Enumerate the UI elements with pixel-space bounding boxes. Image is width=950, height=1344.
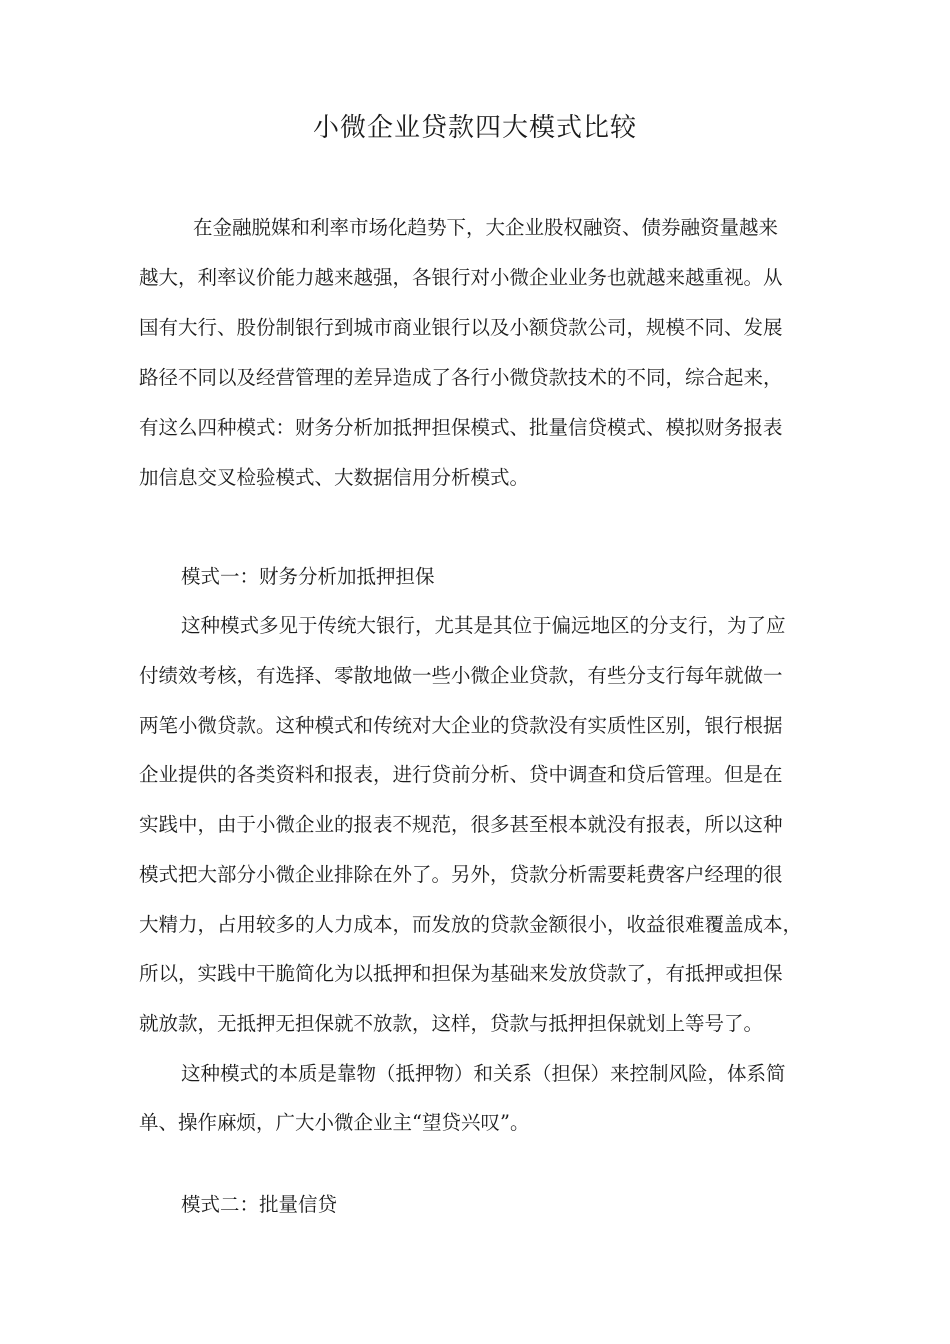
paragraph-line: 这种模式多见于传统大银行，尤其是其位于偏远地区的分支行，为了应: [181, 614, 786, 637]
paragraph-line: 企业提供的各类资料和报表，进行贷前分析、贷中调查和贷后管理。但是在: [139, 763, 783, 786]
paragraph-line: 两笔小微贷款。这种模式和传统对大企业的贷款没有实质性区别，银行根据: [139, 714, 783, 737]
paragraph-line: 大精力，占用较多的人力成本，而发放的贷款金额很小，收益很难覆盖成本，: [139, 913, 803, 936]
intro-line: 国有大行、股份制银行到城市商业银行以及小额贷款公司，规模不同、发展: [139, 316, 783, 339]
paragraph-line: 单、操作麻烦，广大小微企业主“望贷兴叹”。: [139, 1111, 530, 1134]
intro-line: 路径不同以及经营管理的差异造成了各行小微贷款技术的不同，综合起来，: [139, 366, 783, 389]
section-heading: 模式二：批量信贷: [181, 1193, 338, 1216]
paragraph-line: 实践中，由于小微企业的报表不规范，很多甚至根本就没有报表，所以这种: [139, 813, 783, 836]
paragraph-line: 模式把大部分小微企业排除在外了。另外，贷款分析需要耗费客户经理的很: [139, 863, 783, 886]
paragraph-line: 就放款，无抵押无担保就不放款，这样，贷款与抵押担保就划上等号了。: [139, 1012, 764, 1035]
paragraph-line: 付绩效考核，有选择、零散地做一些小微企业贷款，有些分支行每年就做一: [139, 664, 783, 687]
intro-line: 加信息交叉检验模式、大数据信用分析模式。: [139, 466, 530, 489]
intro-line: 在金融脱媒和利率市场化趋势下，大企业股权融资、债券融资量越来: [193, 216, 779, 239]
document-title: 小微企业贷款四大模式比较: [312, 113, 637, 143]
section-heading: 模式一：财务分析加抵押担保: [181, 565, 435, 588]
intro-line: 越大，利率议价能力越来越强，各银行对小微企业业务也就越来越重视。从: [139, 266, 783, 289]
intro-line: 有这么四种模式：财务分析加抵押担保模式、批量信贷模式、模拟财务报表: [139, 416, 783, 439]
paragraph-line: 这种模式的本质是靠物（抵押物）和关系（担保）来控制风险，体系简: [181, 1062, 786, 1085]
paragraph-line: 所以，实践中干脆简化为以抵押和担保为基础来发放贷款了，有抵押或担保: [139, 962, 783, 985]
